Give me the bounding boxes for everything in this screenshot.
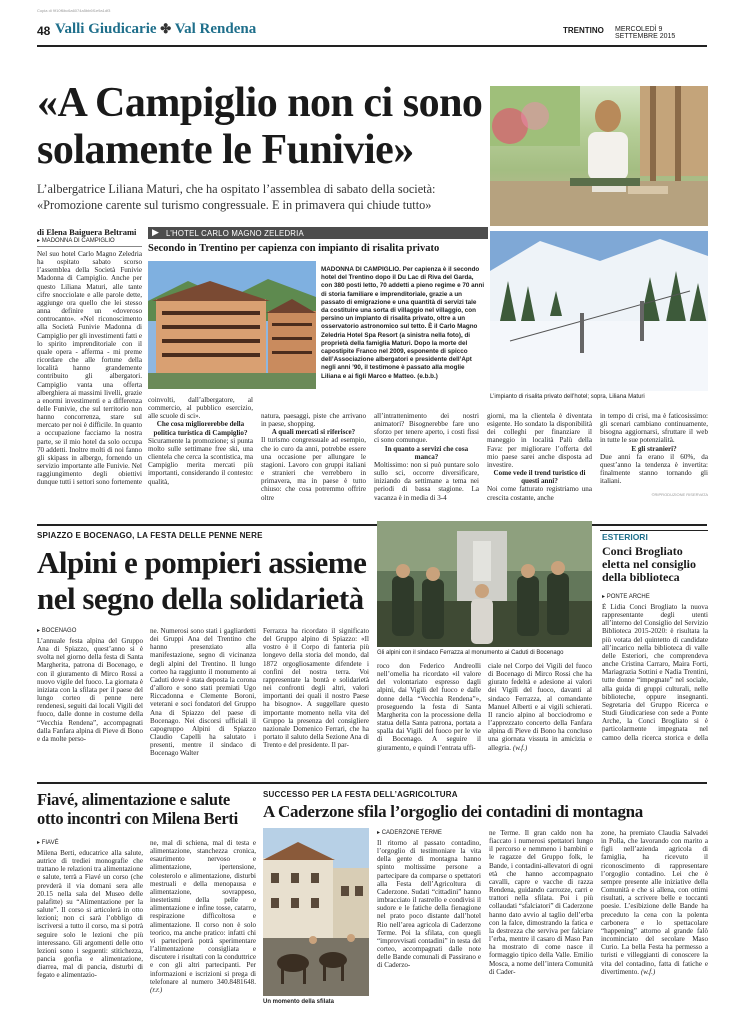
caderzone-photo-caption: Un momento della sfilata (263, 999, 335, 1005)
main-deck-line2: «Promozione carente sul turismo congressuale. E in primavera qui chiude tutto» (37, 197, 432, 212)
caderzone-signature: (w.f.) (640, 967, 656, 976)
hotel-photo (148, 261, 316, 389)
alpini-col1: L’annuale festa alpina del Gruppo Ana di Spiazzo, quest’anno si è svolta nel giorno della festa di Santa Margherita, patrona di Bocenago, e con il giuramento di Mirco Rossi a nuovo vigile del fuoco. La giornata è iniziata con la sfilata per il paese del lungo corteo di penne nere rendenesi, seguiti dai locali Vigili del fuoco, dalle donne in costume della “Vecchia Rendena”, accompagnati dalla Fanfara alpina di Pieve di Bono e da molte perso- (37, 637, 143, 743)
fiave-headline (37, 790, 262, 828)
main-col6-answer: Due anni fa erano il 60%, da quest’anno la tendenza è invertita: finalmente stanno tornando gli italiani. (600, 452, 708, 486)
hotel-kicker: L’HOTEL CARLO MAGNO ZELEDRIA (166, 228, 304, 238)
paper-name: TRENTINO (563, 26, 604, 35)
hotel-box-text: MADONNA DI CAMPIGLIO. Per capienza è il secondo hotel del Trentino dopo il Du Lac di Riva del Garda, con 380 posti letto, 70 addetti a pieno regime e 70 anni di storia familiare e imprenditoriale, grazie a un passato di emigrazione e una quantità di servizi tale da costituire una sorta di villaggio nel villaggio, con persino un impianto di risalita privato, oltre a un osservatorio astronomico sul tetto. È il Carlo Magno Zeledria Hotel Spa Resort (a sinistra nella foto), di proprietà della famiglia Maturi. Dopo la morte del capostipite Franco nel 2009, esponente di spicco dell’Associazione albergatori e presidente dell’Apt negli anni ’90, il testimone è passato alla moglie Liliana e ai figli Marco e Matteo. (e.b.b.) (321, 266, 485, 380)
hotel-kicker-arrow-icon: ▶ (152, 227, 159, 237)
esteriori-text: È Lidia Conci Brogliato la nuova rappresentante degli utenti all’interno del Consiglio del Servizio Biblioteca 2015-2020: è risultata la più votata del quintetto di candidate all’incarico nella biblioteca di valle delle Esteriori, che comprendeva anche Cristina Carraro, Maira Forti, Mariagrazia Sottini e Nadia Trentini, tutte donne “impegnate” nel sociale, alla guida di gruppi culturali, nelle biblioteche, oppure insegnanti. Segretaria del Gruppo Ricerca e Studi Giudicariese con sede a Ponte Arche, la Conci Brogliato si è particolarmente impegnata nel campo della ricerca storica e della (602, 603, 708, 740)
alpini-kicker: SPIAZZO E BOCENAGO, LA FESTA DELLE PENNE NERE (37, 531, 263, 540)
alpini-col5 (488, 662, 592, 752)
main-col6 (600, 412, 708, 500)
main-col4-answer: Moltissimo: non si può puntare solo sullo sci, occorre diversificare, iniziando da settimane a tema nei periodi di bassa stagione. La vacanza è in media di 3-4 (374, 460, 479, 502)
main-col4-question: In quanto a servizi che cosa manca? (384, 444, 469, 461)
main-headline-line1: «A Campiglio non ci sono (37, 80, 483, 126)
snow-ski-lift-photo (490, 231, 708, 391)
section-separator: ✤ (160, 21, 172, 36)
caderzone-dateline: ▸ CADERZONE TERME (377, 829, 442, 836)
alpini-dateline: ▸ BOCENAGO (37, 627, 76, 634)
alpini-photo-caption: Gli alpini con il sindaco Ferrazza al monumento ai Caduti di Bocenago (377, 650, 564, 656)
main-col5-answer: Noi come fatturato registriamo una crescita costante, anche (487, 485, 592, 502)
alpini-signature: (w.f.) (512, 743, 528, 752)
alpini-col3: Ferrazza ha ricordato il significato del Gruppo alpino di Spiazzo: «Il vostro è il Corpo di fanteria più longevo della storia del mondo, dal 1872 orgogliosamente difendete i confini del nostra terra. Voi rappresentate la bontà e solidarietà nei confronti degli altri, valori importanti dei quali il nostro Paese ha bisogno». A suggellare questo importante momento nella vita del Gruppo la presenza del consigliere nazionale Domenico Ferrari, che ha portato il saluto della Sezione Ana di Trento e del presidente. Il par- (263, 627, 369, 750)
alpini-col4: roco don Federico Andreolli nell’omelia ha ricordato «il valore del volontariato espresso dagli alpini, dai Vigili del fuoco e dalle donne della “Vecchia Rendena”», proseguendo la festa di Santa Margherita con la processione della statua della Santa patrona, portata a spalla dai Vigili del fuoco per le vie di Bocenago. A seguire il giuramento, e quindi l’entrata uffi- (377, 662, 481, 752)
main-headline (37, 80, 487, 174)
main-col1: Nel suo hotel Carlo Magno Zeledria ha ospitato sabato scorso l’assemblea della Società Funivie Madonna di Campiglio. Anche per questo Liliana Maturi, alle tante cifre snocciolate e alle parole dette, aggiunge ora quello che lei stesso anna definire un «doveroso controcanto». «Nel riconoscimento alla Società Funivie Madonna di Campiglio per gli investimenti fatti e lo spirito imprenditoriale con il quale opera - afferma - mi preme ricordare che alle fortune della località hanno grandemente contribuito gli albergatori. Campiglio vanta una offerta alberghiera ai massimi livelli, grazie a enormi investimenti e a differenza delle Funivie, che sul territorio non hanno concorrenza, stare sul mercato per noi è difficile. In quanto a occupazione facciamo la nostra parte, se il mio hotel da solo occupa 70 addetti. Inoltre molti di noi fanno gli skipass in albergo, fornendo un servizio importante alle Funivie. Nel raggiungimento degli obiettivi dunque tutti i settori sono fortemente (37, 250, 142, 487)
main-col5-text: giorni, ma la clientela è diventata esigente. Ho sondato la disponibilità dei colleghi per finanziare il maneggio in località Palù della Fava: per migliorare l’offerta del mio paese sarei anche disposta ad investire. (487, 412, 592, 469)
main-col2-text: coinvolti, dall’albergatore, al commercio, al pubblico esercizio, alle scuole di sci». (148, 396, 253, 421)
alpini-col5-text: ciale nel Corpo dei Vigili del fuoco di Bocenago di Mirco Rossi che ha giurato fedeltà e adesione ai valori dei Vigili del fuoco, davanti al sindaco Ferrazza, al comandante Manuel Alberti e ai vigili schierati. Il rancio alpino al bocciodromo e l’apprezzato concerto della Fanfara alpina di Pieve di Bono ha concluso una giornata vissuta in amicizia e allegria. (488, 662, 592, 752)
main-col2-answer: Sicuramente la promozione; si punta molto sulle settimane free ski, una clientela che cerca la scontistica, ma Campiglio merita mercati più importanti, considerando il contesto: qualità, (148, 436, 253, 486)
alpini-photo (377, 521, 592, 647)
fiave-headline-line2: otto incontri con Milena Berti (37, 809, 238, 828)
main-col3 (261, 412, 366, 502)
alpini-headline (37, 545, 377, 617)
alpini-col2: ne. Numerosi sono stati i gagliardetti dei Gruppi Ana del Trentino che hanno presenziato alla manifestazione, segno di vicinanza degli alpini del Trentino. Il lungo corteo ha raggiunto il monumento ai Caduti dove è stata deposta la corona d’alloro e sono stati premiati Ugo Riccadonna e Clemente Boroni, veterani e soci fondatori del Gruppo Ana di Spiazzo del paese di Bocenago. Nei discorsi ufficiali il capogruppo Alpini di Spiazzo Claudio Capelli ha salutato i presenti, mentre il sindaco di Bocenago Walter (150, 627, 256, 758)
caderzone-col3 (601, 829, 708, 976)
main-deck (37, 182, 487, 213)
caderzone-kicker: SUCCESSO PER LA FESTA DELL’AGRICOLTURA (263, 790, 458, 799)
main-col5 (487, 412, 592, 502)
fiave-signature: (r.r.) (150, 985, 163, 994)
fiave-headline-line1: Fiavé, alimentazione e salute (37, 790, 230, 809)
hotel-kicker-bar (148, 227, 488, 239)
main-dateline: ▸ MADONNA DI CAMPIGLIO (37, 237, 115, 244)
caderzone-col2: ne Terme. Il gran caldo non ha fiaccato i numerosi spettatori lungo il percorso e nemmeno i bambini e le ragazze del Gruppo folk, le Bande, i contadini-allevatori di ogni età che hanno accompagnato cavalli, capre e vacche di razza Rendena, guidando carrozze, carri e trattori nella sfilata. Poi i più collaudati “sfalciatori” di Caderzone hanno dato avvio al taglio dell’erba con la falce, dimostrando la fatica e la destrezza che serviva per falciare l’erba, mentre il casaro di Maso Pan ha mostrato di come nasce il formaggio tipico della Valle. Emilio Mosca, a nome dell’intera Comunità di Cader- (489, 829, 593, 976)
main-col4 (374, 412, 479, 502)
main-col6-text: in tempo di crisi, ma è faticosissimo: gli scenari cambiano continuamente, bisogna aggiornarsi, sfruttare il web in tutte le sue potenzialità. (600, 412, 708, 445)
main-col3-answer: Il turismo congressuale ad esempio, che io curo da anni, potrebbe essere una occasione per allungare le stagioni. Lavoro con gruppi italiani e stranieri che verrebbero in primavera, ma in paese è tutto chiuso: che cosa potremmo offrire oltre (261, 436, 366, 502)
esteriori-headline: Conci Brogliato eletta nel consiglio della biblioteca (602, 544, 696, 585)
alpini-headline-line1: Alpini e pompieri assieme (37, 545, 367, 580)
subsection-name: Val Rendena (174, 21, 257, 37)
main-col5-question: Come vede il trend turistico di questi anni? (493, 469, 586, 486)
copyright-note: ©RIPRODUZIONE RISERVATA (651, 492, 708, 498)
caderzone-photo (263, 828, 369, 996)
esteriori-rule (600, 530, 708, 531)
main-col3-text: natura, paesaggi, piste che arrivano in paese, shopping. (261, 412, 366, 429)
tiny-code: Copia di 9f10f6bc6a6074a5bb6f1e9a1df3 (37, 8, 111, 13)
issue-date: MERCOLEDÌ 9 SETTEMBRE 2015 (615, 26, 676, 40)
caderzone-headline: A Caderzone sfila l’orgoglio dei contadini di montagna (263, 802, 644, 821)
portrait-photo (490, 86, 708, 226)
esteriori-section: ESTERIORI (602, 532, 648, 542)
main-photo-caption: L’impianto di risalita privato dell’hotel; sopra, Liliana Maturi (490, 394, 645, 400)
main-col2-question: Che cosa migliorerebbe della politica turistica di Campiglio? (153, 420, 248, 437)
hotel-headline: Secondo in Trentino per capienza con impianto di risalita privato (148, 243, 440, 254)
fiave-col2 (150, 839, 256, 994)
main-col3-question: A quali mercati si riferisce? (271, 428, 356, 437)
section-title (55, 21, 256, 38)
section-name: Valli Giudicarie (55, 21, 157, 37)
fiave-dateline: ▸ FIAVÉ (37, 839, 59, 846)
byline: di Elena Baiguera Beltrami (37, 227, 137, 237)
alpini-headline-line2: nel segno della solidarietà (37, 581, 364, 616)
main-col4-text: all’intrattenimento dei nostri animatori? Bisognerebbe fare uno sforzo per tenere aperto, i costi fissi ci sono comunque. (374, 412, 479, 445)
caderzone-col1: Il ritorno al passato contadino, l’orgoglio di testimoniare la vita della gente di montagna hanno spinto moltissime persone a partecipare da comparse o spettatori alla Festa dell’Agricoltura di Caderzone. Sudati “cittadini” hanno imbracciato il rastrello e condivisi il sudore e le fatiche della fienagione nel prato poco distante dall’hotel Rio nell’area agricola di Caderzone Terme. Poi la sfilata, con quegli “improvvisati contadini” in testa del corteo, accompagnati dalle note delle Bande comunali di Passirano e di Caderzo- (377, 839, 481, 970)
esteriori-dateline: ▸ PONTE ARCHE (602, 593, 650, 600)
main-headline-line2: solamente le Funivie» (37, 127, 414, 173)
page-number: 48 (37, 24, 51, 38)
main-col2 (148, 396, 253, 486)
caderzone-col3-text: zone, ha premiato Claudia Salvadei in Polla, che lavorando con marito a figli nell’azienda agricola di famiglia, ha ricevuto il riconoscimento di rappresentare l’orgoglio contadino. Lei che è sempre presente alle iniziative della Comunità e che si allena, con ottimi risultati, a scrivere belle e toccanti poesie. L’esibizione delle Bande ha preceduto la cena con la polenta carbonera e lo spettacolare “happening” attorno al grande falò incominciato del secolare Maso Curio. La bella Festa ha permesso a turisti e villeggianti di conoscere la vita del contadino, fatta di fatiche e divertimento. (601, 829, 708, 976)
main-col6-question: E gli stranieri? (631, 444, 677, 453)
fiave-col2-text: ne, mal di schiena, mal di testa e alimentazione, stanchezza cronica, esaurimento nervoso e alimentazione, ipertensione, colesterolo e alimentazione, disturbi mestruali e della menopausa e alimentazione, sovrappeso, inestetismi della pelle e alimentazione e infine tosse, catarro, respirazione difficoltosa e alimentazione. Il corso non è solo teorico, ma anche pratico: infatti chi vi parteciperà potrà sperimentare l’alimentazione consigliata e discutere i risultati con la conduttrice e con gli altri partecipanti. Per informazioni e iscrizioni si prega di telefonare al numero 340.8481648. (150, 839, 256, 986)
main-deck-line1: L’albergatrice Liliana Maturi, che ha ospitato l’assemblea di sabato della società: (37, 182, 436, 196)
fiave-col1: Milena Berti, educatrice alla salute, autrice di trediei monografie che trattano le relazioni tra alimentazione e salute, terrà a Fiavé un corso (che prevderà il via domani sera alle 20.15 nella sala del Museo delle palafitte) su “Alimentazione per la salute”. Il corso si articolerà in otto lezioni; non ci sarà l’obbligo di iscriversi a tutto il corso, ma si potrà seguire solo le lezioni che più interessano. Gli argomenti delle otto lezioni sono i seguenti: stitichezza, pancia gonfia e alimentazione, diarrea, mal di pancia, disturbi di fegato e alimentazio- (37, 849, 143, 980)
